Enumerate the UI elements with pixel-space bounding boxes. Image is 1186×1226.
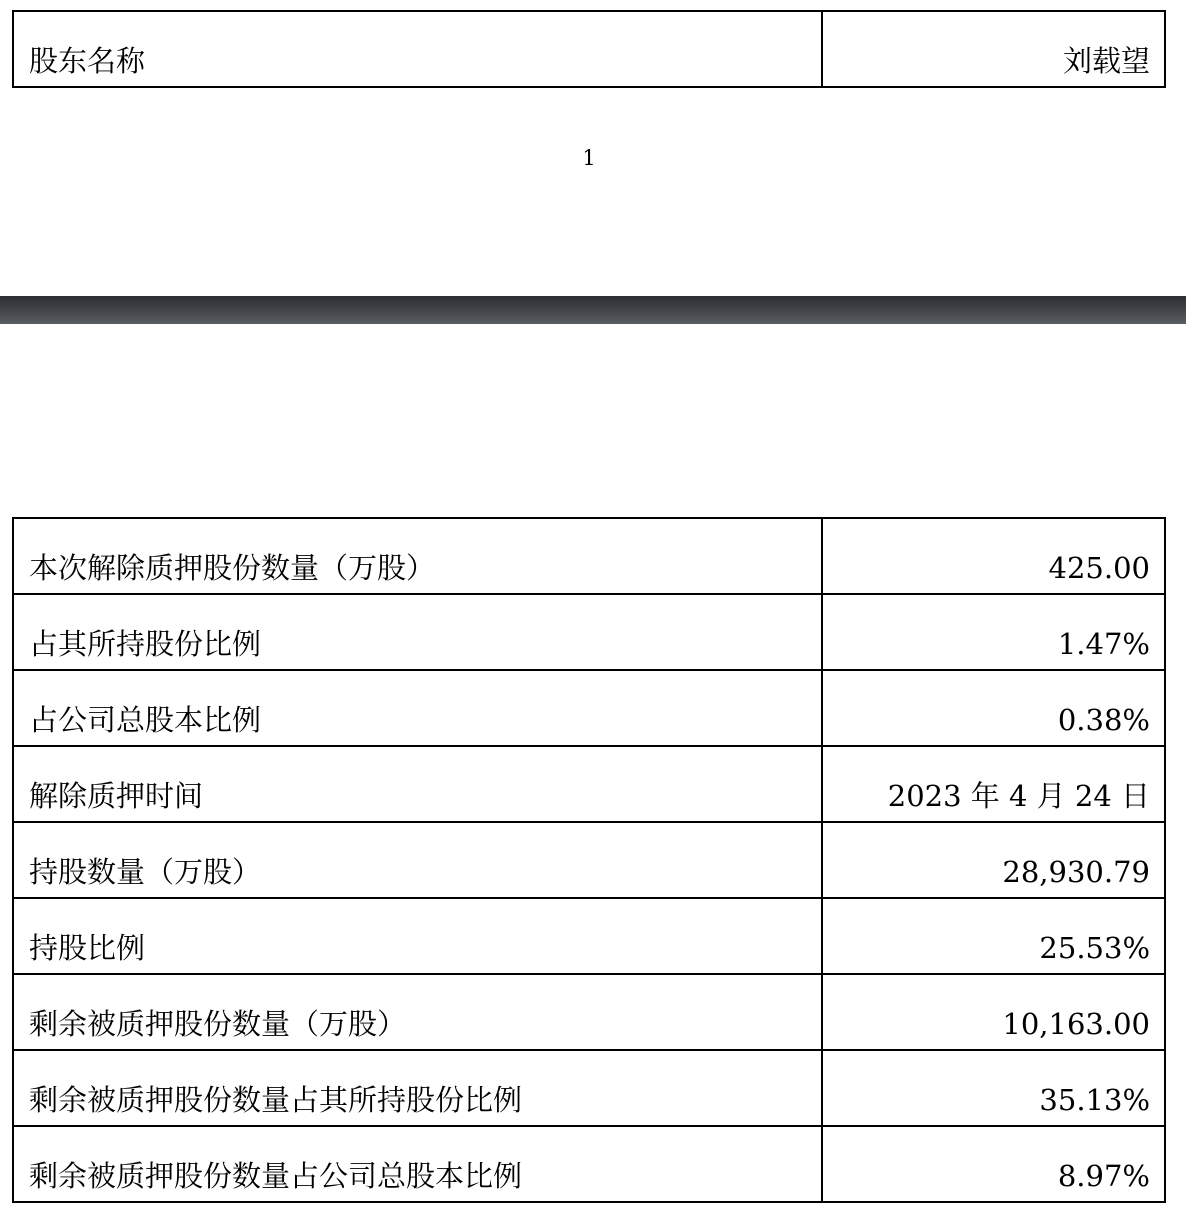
pledge-release-details-table (12, 517, 1166, 1203)
table-row (13, 746, 1165, 822)
row-value: 35.13% (822, 1050, 1165, 1126)
shareholder-name-table (12, 10, 1166, 88)
row-value: 1.47% (822, 594, 1165, 670)
row-value: 2023 年 4 月 24 日 (822, 746, 1165, 822)
table-row (13, 518, 1165, 594)
table-row (13, 822, 1165, 898)
shareholder-name-value: 刘载望 (822, 11, 1165, 87)
shareholder-name-label: 股东名称 (13, 11, 822, 87)
row-label: 占其所持股份比例 (13, 594, 822, 670)
table-row (13, 11, 1165, 87)
table-row (13, 1126, 1165, 1202)
table-row (13, 594, 1165, 670)
row-value: 25.53% (822, 898, 1165, 974)
row-label: 持股数量（万股） (13, 822, 822, 898)
row-value: 10,163.00 (822, 974, 1165, 1050)
row-value: 0.38% (822, 670, 1165, 746)
row-value: 8.97% (822, 1126, 1165, 1202)
table-row (13, 974, 1165, 1050)
row-label: 剩余被质押股份数量（万股） (13, 974, 822, 1050)
table-row (13, 1050, 1165, 1126)
table-row (13, 898, 1165, 974)
row-label: 剩余被质押股份数量占其所持股份比例 (13, 1050, 822, 1126)
row-value: 28,930.79 (822, 822, 1165, 898)
row-label: 本次解除质押股份数量（万股） (13, 518, 822, 594)
row-label: 占公司总股本比例 (13, 670, 822, 746)
row-label: 解除质押时间 (13, 746, 822, 822)
page-number: 1 (582, 146, 596, 170)
row-value: 425.00 (822, 518, 1165, 594)
row-label: 剩余被质押股份数量占公司总股本比例 (13, 1126, 822, 1202)
row-label: 持股比例 (13, 898, 822, 974)
divider-bar (0, 296, 1186, 324)
table-row (13, 670, 1165, 746)
